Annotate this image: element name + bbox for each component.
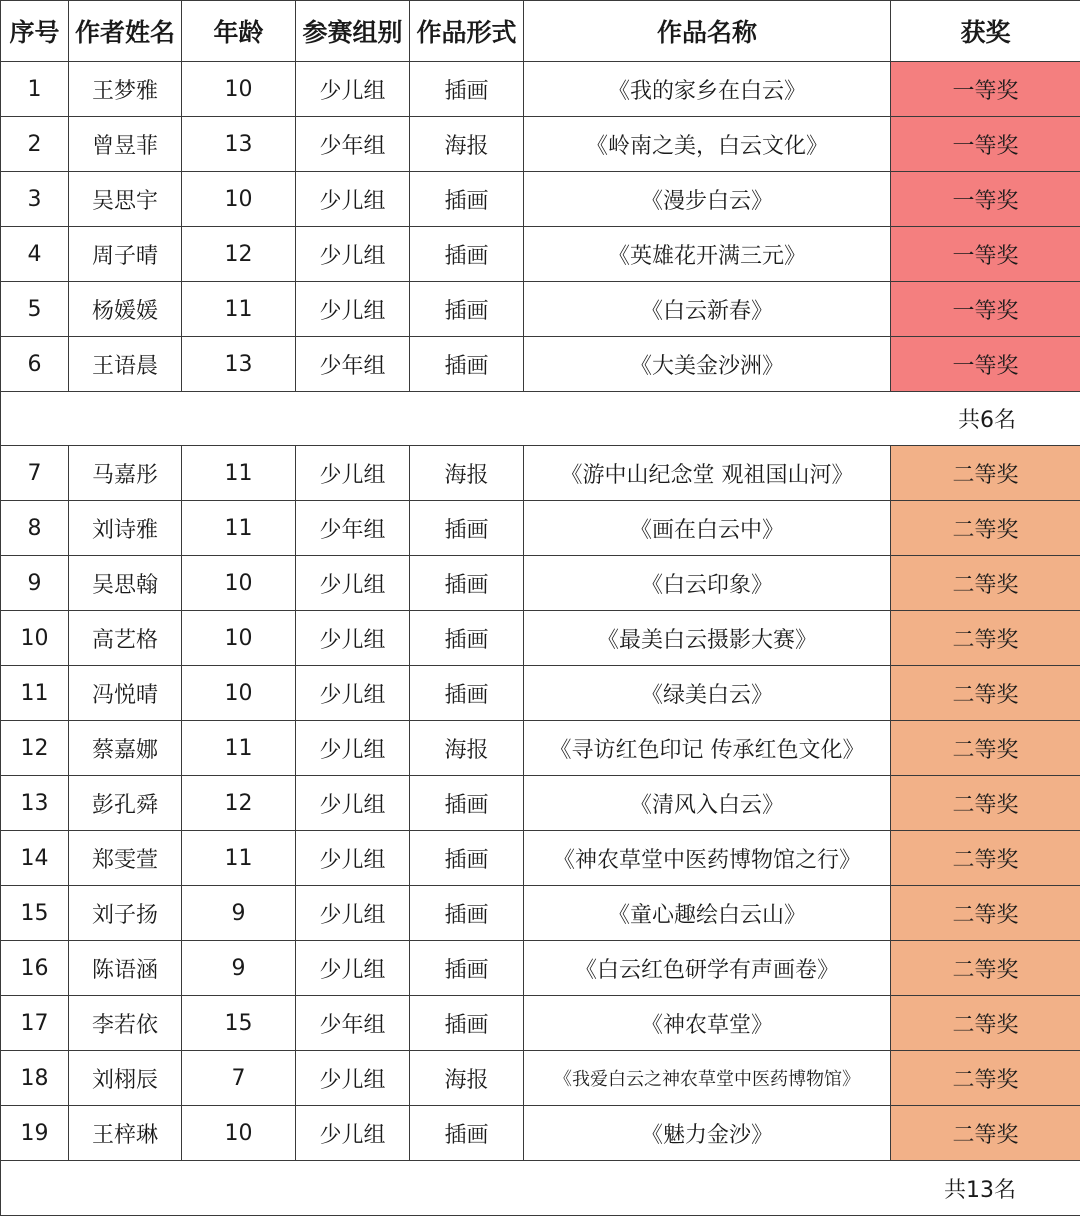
table-row: [1, 227, 1080, 282]
category: 少儿组: [296, 62, 410, 117]
work-form: 插画: [410, 501, 524, 556]
work-title: 《英雄花开满三元》: [524, 227, 891, 282]
row-number: 5: [1, 282, 69, 337]
author-name: 李若依: [69, 996, 182, 1051]
work-title: 《画在白云中》: [524, 501, 891, 556]
work-title: 《白云红色研学有声画卷》: [524, 941, 891, 996]
row-number: 18: [1, 1051, 69, 1106]
author-name: 周子晴: [69, 227, 182, 282]
work-title: 《漫步白云》: [524, 172, 891, 227]
award-badge: 一等奖: [891, 227, 1080, 282]
table-row: [1, 721, 1080, 776]
author-name: 陈语涵: [69, 941, 182, 996]
award-badge: 二等奖: [891, 886, 1080, 941]
author-name: 吴思翰: [69, 556, 182, 611]
row-number: 17: [1, 996, 69, 1051]
work-title: 《清风入白云》: [524, 776, 891, 831]
work-title: 《神农草堂》: [524, 996, 891, 1051]
work-form: 插画: [410, 831, 524, 886]
header-age: 年龄: [182, 1, 296, 62]
age: 10: [182, 666, 296, 721]
award-badge: 二等奖: [891, 1051, 1080, 1106]
row-number: 7: [1, 446, 69, 501]
row-number: 3: [1, 172, 69, 227]
summary-row: [1, 392, 1080, 446]
work-title: 《大美金沙洲》: [524, 337, 891, 392]
award-badge: 二等奖: [891, 996, 1080, 1051]
author-name: 郑雯萱: [69, 831, 182, 886]
work-form: 插画: [410, 337, 524, 392]
table-row: [1, 776, 1080, 831]
work-title: 《白云新春》: [524, 282, 891, 337]
category: 少儿组: [296, 227, 410, 282]
category: 少儿组: [296, 1051, 410, 1106]
age: 11: [182, 831, 296, 886]
award-badge: 二等奖: [891, 831, 1080, 886]
category: 少年组: [296, 117, 410, 172]
table-row: [1, 501, 1080, 556]
header-row: [1, 1, 1080, 62]
row-number: 13: [1, 776, 69, 831]
table-row: [1, 941, 1080, 996]
age: 13: [182, 337, 296, 392]
work-title: 《游中山纪念堂 观祖国山河》: [524, 446, 891, 501]
header-work-title: 作品名称: [524, 1, 891, 62]
age: 11: [182, 501, 296, 556]
award-badge: 一等奖: [891, 282, 1080, 337]
age: 10: [182, 1106, 296, 1161]
category: 少儿组: [296, 282, 410, 337]
category: 少儿组: [296, 172, 410, 227]
table-body: [1, 62, 1080, 1216]
work-form: 插画: [410, 996, 524, 1051]
group-total: 共13名: [1, 1161, 1080, 1216]
author-name: 曾昱菲: [69, 117, 182, 172]
age: 10: [182, 172, 296, 227]
category: 少年组: [296, 501, 410, 556]
author-name: 刘诗雅: [69, 501, 182, 556]
row-number: 6: [1, 337, 69, 392]
table-row: [1, 172, 1080, 227]
table-row: [1, 556, 1080, 611]
work-form: 插画: [410, 611, 524, 666]
row-number: 15: [1, 886, 69, 941]
category: 少儿组: [296, 941, 410, 996]
category: 少儿组: [296, 886, 410, 941]
category: 少儿组: [296, 611, 410, 666]
author-name: 杨媛媛: [69, 282, 182, 337]
summary-row: [1, 1161, 1080, 1216]
row-number: 19: [1, 1106, 69, 1161]
age: 9: [182, 886, 296, 941]
work-form: 插画: [410, 172, 524, 227]
header-work-form: 作品形式: [410, 1, 524, 62]
group-total: 共6名: [1, 392, 1080, 446]
category: 少儿组: [296, 1106, 410, 1161]
category: 少儿组: [296, 666, 410, 721]
age: 12: [182, 227, 296, 282]
author-name: 刘子扬: [69, 886, 182, 941]
author-name: 王语晨: [69, 337, 182, 392]
work-form: 插画: [410, 941, 524, 996]
header-category: 参赛组别: [296, 1, 410, 62]
award-badge: 一等奖: [891, 117, 1080, 172]
work-title: 《我爱白云之神农草堂中医药博物馆》: [524, 1051, 891, 1106]
header-no: 序号: [1, 1, 69, 62]
award-badge: 二等奖: [891, 1106, 1080, 1161]
header-author-name: 作者姓名: [69, 1, 182, 62]
award-badge: 二等奖: [891, 721, 1080, 776]
work-form: 插画: [410, 227, 524, 282]
work-form: 插画: [410, 1106, 524, 1161]
author-name: 高艺格: [69, 611, 182, 666]
work-title: 《神农草堂中医药博物馆之行》: [524, 831, 891, 886]
award-badge: 二等奖: [891, 611, 1080, 666]
category: 少儿组: [296, 776, 410, 831]
award-badge: 二等奖: [891, 446, 1080, 501]
work-form: 插画: [410, 776, 524, 831]
work-form: 插画: [410, 62, 524, 117]
work-form: 插画: [410, 282, 524, 337]
table-row: [1, 117, 1080, 172]
author-name: 蔡嘉娜: [69, 721, 182, 776]
award-badge: 二等奖: [891, 556, 1080, 611]
work-form: 插画: [410, 666, 524, 721]
table-row: [1, 666, 1080, 721]
row-number: 12: [1, 721, 69, 776]
age: 10: [182, 556, 296, 611]
category: 少儿组: [296, 721, 410, 776]
author-name: 彭孔舜: [69, 776, 182, 831]
author-name: 刘栩辰: [69, 1051, 182, 1106]
row-number: 14: [1, 831, 69, 886]
category: 少儿组: [296, 831, 410, 886]
row-number: 9: [1, 556, 69, 611]
work-title: 《我的家乡在白云》: [524, 62, 891, 117]
row-number: 11: [1, 666, 69, 721]
header-award: 获奖: [891, 1, 1080, 62]
table-row: [1, 831, 1080, 886]
work-form: 海报: [410, 446, 524, 501]
author-name: 马嘉彤: [69, 446, 182, 501]
age: 9: [182, 941, 296, 996]
age: 11: [182, 446, 296, 501]
table-row: [1, 1051, 1080, 1106]
row-number: 16: [1, 941, 69, 996]
age: 11: [182, 282, 296, 337]
work-title: 《白云印象》: [524, 556, 891, 611]
row-number: 10: [1, 611, 69, 666]
category: 少年组: [296, 996, 410, 1051]
work-form: 海报: [410, 1051, 524, 1106]
work-form: 海报: [410, 721, 524, 776]
row-number: 4: [1, 227, 69, 282]
category: 少儿组: [296, 446, 410, 501]
work-title: 《童心趣绘白云山》: [524, 886, 891, 941]
table-row: [1, 611, 1080, 666]
author-name: 王梓琳: [69, 1106, 182, 1161]
work-title: 《绿美白云》: [524, 666, 891, 721]
age: 13: [182, 117, 296, 172]
work-form: 插画: [410, 556, 524, 611]
award-badge: 二等奖: [891, 941, 1080, 996]
table-row: [1, 886, 1080, 941]
work-title: 《岭南之美，白云文化》: [524, 117, 891, 172]
age: 11: [182, 721, 296, 776]
age: 7: [182, 1051, 296, 1106]
work-form: 海报: [410, 117, 524, 172]
author-name: 王梦雅: [69, 62, 182, 117]
table-row: [1, 446, 1080, 501]
age: 10: [182, 62, 296, 117]
row-number: 1: [1, 62, 69, 117]
row-number: 8: [1, 501, 69, 556]
age: 15: [182, 996, 296, 1051]
table-row: [1, 337, 1080, 392]
author-name: 冯悦晴: [69, 666, 182, 721]
age: 10: [182, 611, 296, 666]
award-badge: 二等奖: [891, 666, 1080, 721]
table-row: [1, 1106, 1080, 1161]
table-row: [1, 62, 1080, 117]
award-badge: 一等奖: [891, 337, 1080, 392]
age: 12: [182, 776, 296, 831]
table-row: [1, 996, 1080, 1051]
author-name: 吴思宇: [69, 172, 182, 227]
award-badge: 二等奖: [891, 776, 1080, 831]
row-number: 2: [1, 117, 69, 172]
work-title: 《最美白云摄影大赛》: [524, 611, 891, 666]
award-badge: 一等奖: [891, 62, 1080, 117]
category: 少儿组: [296, 556, 410, 611]
award-badge: 二等奖: [891, 501, 1080, 556]
table-row: [1, 282, 1080, 337]
work-form: 插画: [410, 886, 524, 941]
work-title: 《魅力金沙》: [524, 1106, 891, 1161]
award-badge: 一等奖: [891, 172, 1080, 227]
work-title: 《寻访红色印记 传承红色文化》: [524, 721, 891, 776]
category: 少年组: [296, 337, 410, 392]
